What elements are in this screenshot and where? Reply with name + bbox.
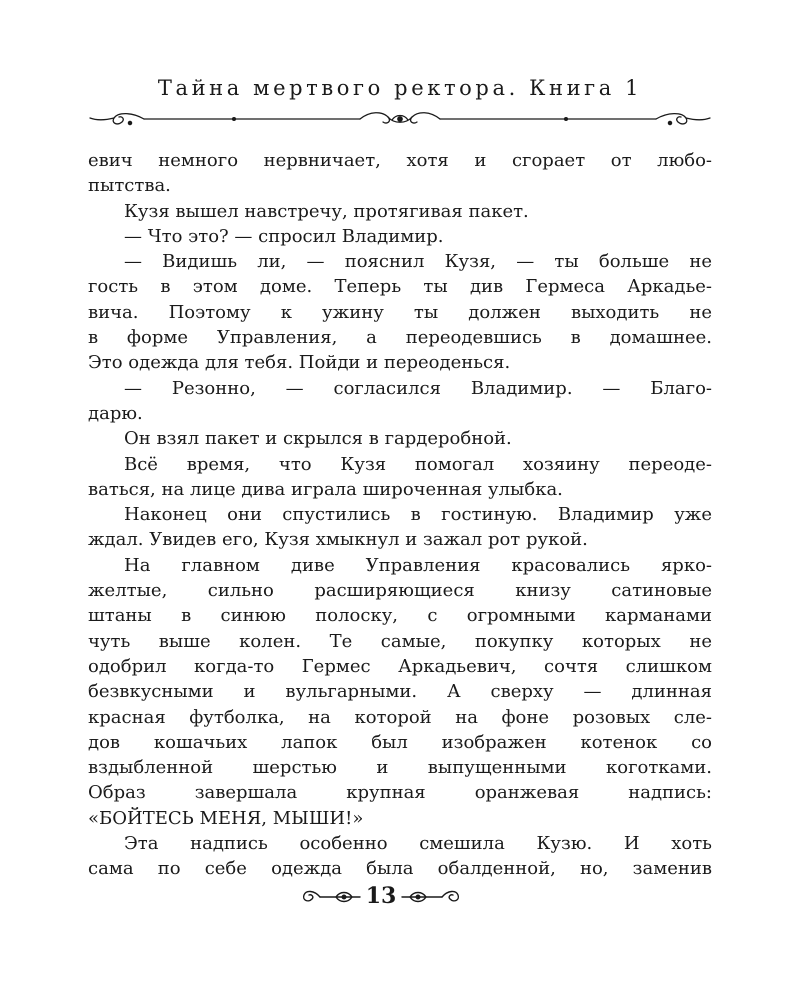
text-line: — Видишь ли, — пояснил Кузя, — ты больше не xyxy=(124,251,712,273)
text-line: пытства. xyxy=(88,175,171,197)
text-line: дов кошачьих лапок был изображен котенок со xyxy=(88,731,712,753)
text-line: ваться, на лице дива играла широченная улыбка. xyxy=(88,478,563,500)
text-line: сама по себе одежда была обалденной, но, заменив xyxy=(88,858,712,880)
text-line: На главном диве Управления красовались ярко- xyxy=(124,554,712,576)
text-line: «БОЙТЕСЬ МЕНЯ, МЫШИ!» xyxy=(88,807,364,829)
text-line: Образ завершала крупная оранжевая надпись: xyxy=(88,782,712,804)
flourish-right-icon xyxy=(398,886,462,908)
text-line: Кузя вышел навстречу, протягивая пакет. xyxy=(124,200,529,222)
text-line: — Резонно, — согласился Владимир. — Благо- xyxy=(124,377,712,399)
flourish-left-icon xyxy=(300,886,364,908)
text-line: Он взял пакет и скрылся в гардеробной. xyxy=(124,428,512,450)
text-line: вича. Поэтому к ужину ты должен выходить не xyxy=(88,301,712,323)
text-line: желтые, сильно расширяющиеся книзу сатиновые xyxy=(88,580,712,602)
text-line: безвкусными и вульгарными. А сверху — длинная xyxy=(88,681,712,703)
chapter-text xyxy=(88,148,712,882)
text-line: чуть выше колен. Те самые, покупку которых не xyxy=(88,630,712,652)
page-footer xyxy=(0,880,800,914)
text-line: Это одежда для тебя. Пойди и переоденься. xyxy=(88,352,511,374)
text-line: одобрил когда-то Гермес Аркадьевич, сочтя слишком xyxy=(88,655,712,677)
text-line: ждал. Увидев его, Кузя хмыкнул и зажал рот рукой. xyxy=(88,529,588,551)
flourish-divider-icon xyxy=(84,108,716,130)
page-number: 13 xyxy=(365,883,397,909)
text-line: Наконец они спустились в гостиную. Владимир уже xyxy=(124,504,712,526)
running-title: Тайна мертвого ректора. Книга 1 xyxy=(157,76,643,100)
text-line: в форме Управления, а переодевшись в домашнее. xyxy=(88,327,712,349)
text-line: красная футболка, на которой на фоне розовых сле- xyxy=(88,706,712,728)
text-line: Всё время, что Кузя помогал хозяину переоде- xyxy=(124,453,712,475)
text-line: вздыбленной шерстью и выпущенными коготками. xyxy=(88,757,712,779)
text-line: евич немного нервничает, хотя и сгорает от любо- xyxy=(88,150,712,171)
text-line: Эта надпись особенно смешила Кузю. И хоть xyxy=(124,833,712,855)
text-line: дарю. xyxy=(88,402,143,424)
text-line: штаны в синюю полоску, с огромными карманами xyxy=(88,605,712,627)
text-line: гость в этом доме. Теперь ты див Гермеса Аркадье- xyxy=(88,276,712,298)
text-line: — Что это? — спросил Владимир. xyxy=(124,225,444,247)
